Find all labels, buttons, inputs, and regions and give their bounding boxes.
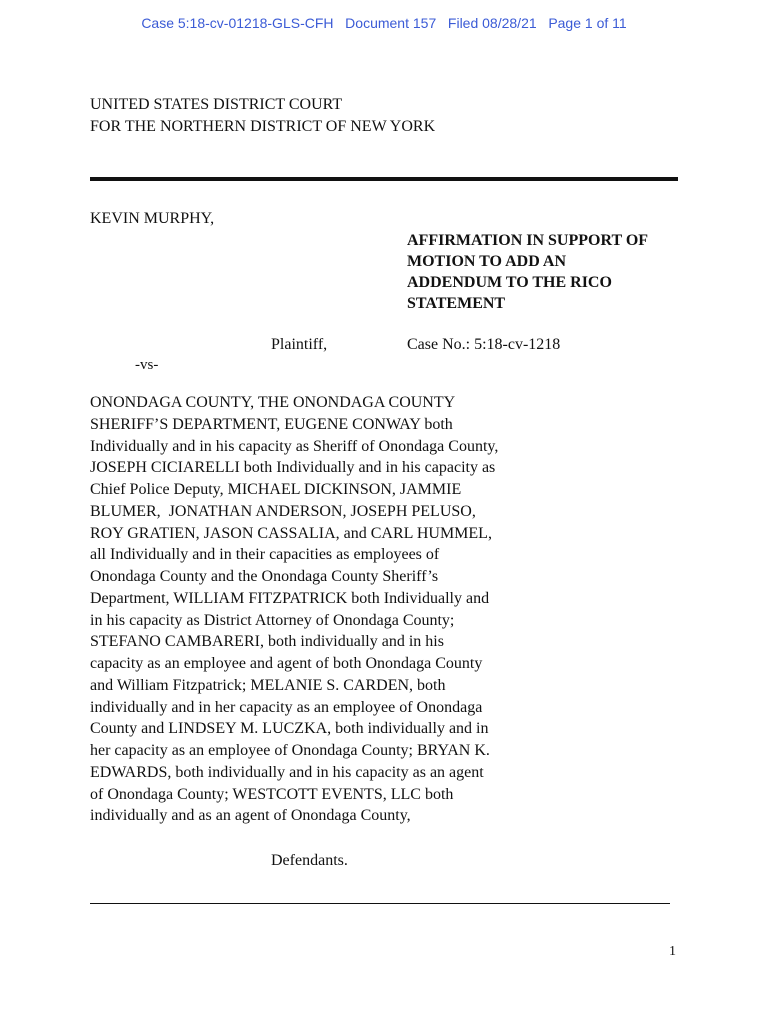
defendants-line: capacity as an employee and agent of both Onondaga County [90,655,483,672]
title-line: STATEMENT [407,295,506,312]
defendants-line: in his capacity as District Attorney of Onondaga County; [90,611,455,629]
caption-divider [90,177,678,181]
defendants-line: County and LINDSEY M. LUCZKA, both individually and in [90,720,489,738]
ecf-filing-header [0,15,768,31]
defendants-line: and William Fitzpatrick; MELANIE S. CARDEN, both [90,676,446,694]
page-number: 1 [669,944,676,959]
defendants-line: EDWARDS, both individually and in his capacity as an agent [90,763,484,781]
defendants-line: BLUMER, JONATHAN ANDERSON, JOSEPH PELUSO, [90,502,476,520]
title-line: AFFIRMATION IN SUPPORT OF [407,232,649,249]
case-number: Case No.: 5:18-cv-1218 [407,336,561,353]
defendants-line: individually and in her capacity as an employee of Onondaga [90,698,483,716]
court-heading [90,94,435,138]
defendants-line: STEFANO CAMBARERI, both individually and in his [90,633,444,651]
title-line: ADDENDUM TO THE RICO [407,274,612,291]
defendants-line: ROY GRATIEN, JASON CASSALIA, and CARL HUMMEL, [90,524,492,542]
defendants-line: SHERIFF’S DEPARTMENT, EUGENE CONWAY both [90,415,453,433]
defendants-line: Individually and in his capacity as Sheriff of Onondaga County, [90,437,499,455]
defendants-line: JOSEPH CICIARELLI both Individually and in his capacity as [90,459,496,477]
defendants-line: of Onondaga County; WESTCOTT EVENTS, LLC both [90,785,454,803]
caption-end-line [90,903,670,904]
defendants-line: her capacity as an employee of Onondaga County; BRYAN K. [90,742,490,759]
court-name: UNITED STATES DISTRICT COURT [90,96,343,113]
defendants-line: ONONDAGA COUNTY, THE ONONDAGA COUNTY [90,394,456,411]
defendants-line: Chief Police Deputy, MICHAEL DICKINSON, JAMMIE [90,481,462,498]
defendants-list [90,392,550,827]
plaintiff-label: Plaintiff, [271,336,328,353]
document-title [407,230,697,314]
defendants-line: Onondaga County and the Onondaga County Sheriff’s [90,568,439,585]
defendants-line: individually and as an agent of Onondaga County, [90,807,411,825]
page-indicator: Page 1 of 11 [548,15,627,31]
plaintiff-name: KEVIN MURPHY, [90,210,215,227]
case-number-header: Case 5:18-cv-01218-GLS-CFH [141,15,334,31]
document-number: Document 157 [345,15,437,31]
filed-date: Filed 08/28/21 [447,15,537,31]
defendants-line: Department, WILLIAM FITZPATRICK both Individually and [90,589,490,607]
court-district: FOR THE NORTHERN DISTRICT OF NEW YORK [90,118,436,135]
defendants-line: all Individually and in their capacities as employees of [90,546,440,564]
defendants-label: Defendants. [271,852,348,869]
title-line: MOTION TO ADD AN [407,253,566,270]
versus-label: -vs- [135,357,159,373]
